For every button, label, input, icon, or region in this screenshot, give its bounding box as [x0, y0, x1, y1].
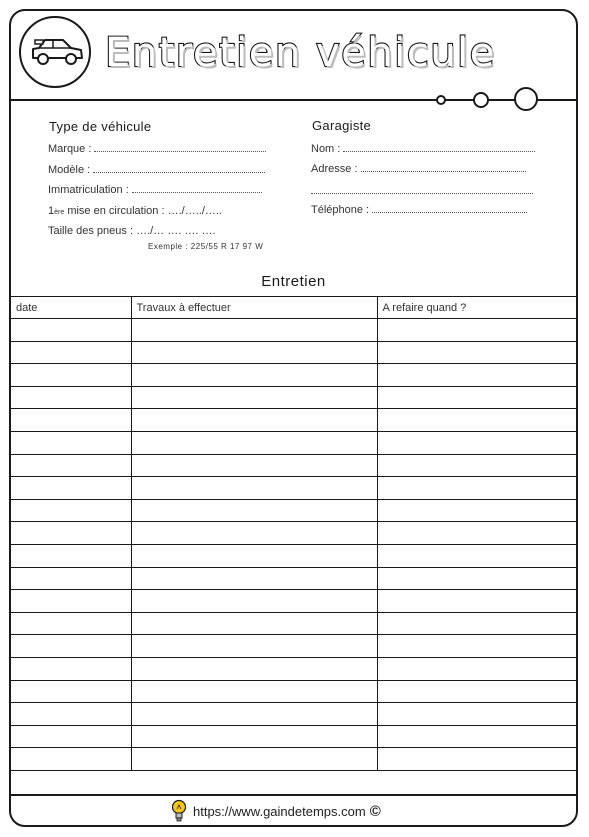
- date-cell[interactable]: [11, 409, 131, 432]
- registration-blank[interactable]: [132, 184, 262, 193]
- work-cell[interactable]: [131, 319, 377, 342]
- garage-address-line2[interactable]: [311, 185, 533, 197]
- date-cell[interactable]: [11, 725, 131, 748]
- date-cell[interactable]: [11, 477, 131, 500]
- brand-field[interactable]: [48, 143, 266, 155]
- work-cell[interactable]: [131, 477, 377, 500]
- table-row: [11, 680, 576, 703]
- maintenance-table: [11, 296, 576, 771]
- table-row: [11, 725, 576, 748]
- garage-address-label: Adresse :: [311, 163, 358, 175]
- work-cell[interactable]: [131, 748, 377, 771]
- first-circulation-ordinal: ère: [54, 209, 65, 216]
- garage-address-field[interactable]: [311, 163, 526, 175]
- garage-phone-field[interactable]: [311, 204, 527, 216]
- garage-name-label: Nom :: [311, 143, 341, 155]
- date-cell[interactable]: [11, 612, 131, 635]
- date-cell[interactable]: [11, 431, 131, 454]
- first-circulation-blank[interactable]: …./…../…..: [167, 205, 222, 217]
- table-row: [11, 567, 576, 590]
- table-row: [11, 748, 576, 771]
- maintenance-heading: Entretien: [261, 273, 326, 290]
- redo-cell[interactable]: [377, 341, 576, 364]
- divider-circles-ornament: [431, 86, 571, 112]
- registration-label: Immatriculation :: [48, 184, 129, 196]
- work-cell[interactable]: [131, 703, 377, 726]
- redo-cell[interactable]: [377, 386, 576, 409]
- footer-url-link[interactable]: https://www.gaindetemps.com: [193, 803, 366, 819]
- redo-cell[interactable]: [377, 748, 576, 771]
- work-cell[interactable]: [131, 499, 377, 522]
- vehicle-heading: Type de véhicule: [49, 119, 152, 134]
- work-cell[interactable]: [131, 544, 377, 567]
- work-cell[interactable]: [131, 386, 377, 409]
- redo-cell[interactable]: [377, 454, 576, 477]
- brand-label: Marque :: [48, 143, 92, 155]
- redo-cell[interactable]: [377, 725, 576, 748]
- tire-size-field[interactable]: [48, 225, 216, 237]
- tire-size-blank[interactable]: …./… …. …. ….: [136, 225, 216, 237]
- work-cell[interactable]: [131, 657, 377, 680]
- redo-cell[interactable]: [377, 590, 576, 613]
- garage-phone-label: Téléphone :: [311, 204, 370, 216]
- table-row: [11, 703, 576, 726]
- column-header-redo: A refaire quand ?: [377, 297, 576, 319]
- date-cell[interactable]: [11, 454, 131, 477]
- redo-cell[interactable]: [377, 364, 576, 387]
- date-cell[interactable]: [11, 748, 131, 771]
- table-row: [11, 657, 576, 680]
- table-row: [11, 499, 576, 522]
- lightbulb-icon: [171, 799, 187, 823]
- work-cell[interactable]: [131, 341, 377, 364]
- first-circulation-number: 1: [48, 205, 55, 217]
- work-cell[interactable]: [131, 725, 377, 748]
- table-row: [11, 612, 576, 635]
- date-cell[interactable]: [11, 544, 131, 567]
- redo-cell[interactable]: [377, 409, 576, 432]
- registration-field[interactable]: [48, 184, 262, 196]
- work-cell[interactable]: [131, 364, 377, 387]
- redo-cell[interactable]: [377, 499, 576, 522]
- footer-divider: [11, 794, 576, 796]
- table-row: [11, 522, 576, 545]
- model-label: Modèle :: [48, 164, 91, 176]
- table-row: [11, 341, 576, 364]
- redo-cell[interactable]: [377, 431, 576, 454]
- table-row: [11, 454, 576, 477]
- car-icon: [29, 34, 85, 70]
- date-cell[interactable]: [11, 386, 131, 409]
- logo: [19, 16, 91, 88]
- garage-name-blank[interactable]: [343, 143, 535, 152]
- redo-cell[interactable]: [377, 477, 576, 500]
- first-circulation-label: mise en circulation :: [67, 205, 165, 217]
- table-body: [11, 319, 576, 771]
- redo-cell[interactable]: [377, 635, 576, 658]
- table-row: [11, 544, 576, 567]
- form-sheet: [9, 9, 578, 827]
- work-cell[interactable]: [131, 522, 377, 545]
- copyright-symbol: ©: [369, 802, 381, 820]
- table-row: [11, 590, 576, 613]
- garage-address-blank-2[interactable]: [311, 185, 533, 194]
- table-row: [11, 477, 576, 500]
- garage-heading: Garagiste: [312, 118, 372, 133]
- column-header-work: Travaux à effectuer: [131, 297, 377, 319]
- table-header-row: [11, 297, 576, 319]
- work-cell[interactable]: [131, 454, 377, 477]
- table-row: [11, 409, 576, 432]
- date-cell[interactable]: [11, 680, 131, 703]
- date-cell[interactable]: [11, 590, 131, 613]
- model-field[interactable]: [48, 164, 265, 176]
- date-cell[interactable]: [11, 364, 131, 387]
- model-blank[interactable]: [93, 164, 265, 173]
- work-cell[interactable]: [131, 680, 377, 703]
- table-row: [11, 635, 576, 658]
- table-row: [11, 364, 576, 387]
- date-cell[interactable]: [11, 657, 131, 680]
- page-title: Entretien véhicule: [105, 30, 496, 76]
- table-row: [11, 319, 576, 342]
- tire-size-label: Taille des pneus :: [48, 225, 133, 237]
- garage-address-blank[interactable]: [361, 163, 526, 172]
- work-cell[interactable]: [131, 635, 377, 658]
- table-row: [11, 431, 576, 454]
- date-cell[interactable]: [11, 341, 131, 364]
- footer: [171, 799, 381, 823]
- date-cell[interactable]: [11, 522, 131, 545]
- redo-cell[interactable]: [377, 612, 576, 635]
- table-row: [11, 386, 576, 409]
- column-header-date: date: [11, 297, 131, 319]
- work-cell[interactable]: [131, 612, 377, 635]
- garage-phone-blank[interactable]: [372, 204, 527, 213]
- work-cell[interactable]: [131, 567, 377, 590]
- date-cell[interactable]: [11, 567, 131, 590]
- redo-cell[interactable]: [377, 544, 576, 567]
- work-cell[interactable]: [131, 431, 377, 454]
- brand-blank[interactable]: [94, 143, 266, 152]
- tire-size-example: Exemple : 225/55 R 17 97 W: [148, 242, 264, 251]
- redo-cell[interactable]: [377, 703, 576, 726]
- redo-cell[interactable]: [377, 567, 576, 590]
- first-circulation-field[interactable]: [48, 205, 222, 217]
- work-cell[interactable]: [131, 409, 377, 432]
- redo-cell[interactable]: [377, 657, 576, 680]
- date-cell[interactable]: [11, 319, 131, 342]
- redo-cell[interactable]: [377, 522, 576, 545]
- date-cell[interactable]: [11, 635, 131, 658]
- date-cell[interactable]: [11, 703, 131, 726]
- work-cell[interactable]: [131, 590, 377, 613]
- redo-cell[interactable]: [377, 319, 576, 342]
- garage-name-field[interactable]: [311, 143, 535, 155]
- redo-cell[interactable]: [377, 680, 576, 703]
- date-cell[interactable]: [11, 499, 131, 522]
